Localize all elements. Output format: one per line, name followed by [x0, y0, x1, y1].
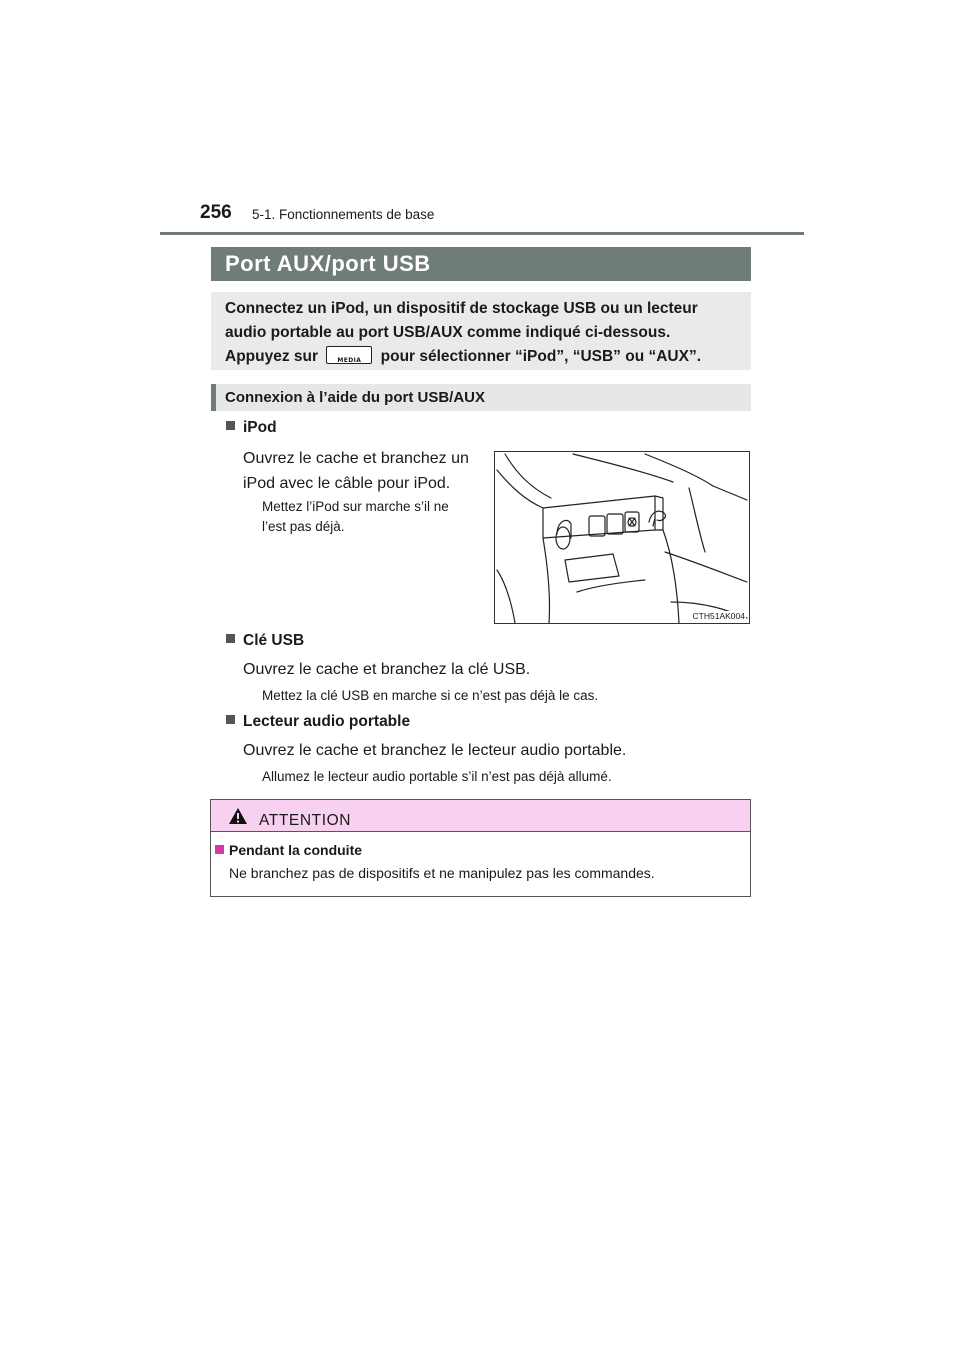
item-text-usb: Ouvrez le cache et branchez la clé USB.	[243, 661, 531, 678]
item-heading-usb-text: Clé USB	[243, 632, 305, 649]
intro-line-3-pre: Appuyez sur	[225, 348, 319, 365]
item-heading-ipod	[226, 419, 277, 437]
header-rule	[160, 232, 804, 235]
section-path: 5-1. Fonctionnements de base	[252, 207, 435, 222]
magenta-square-bullet-icon	[215, 845, 224, 854]
item-text-ipod	[243, 446, 469, 496]
figure-code: CTH51AK004	[692, 611, 745, 621]
item-note-ipod-line-1: Mettez l’iPod sur marche s’il ne	[262, 499, 449, 514]
warning-label	[215, 842, 362, 858]
page-number: 256	[200, 202, 232, 223]
square-bullet-icon	[226, 634, 235, 643]
subsection-heading-text: Connexion à l’aide du port USB/AUX	[225, 389, 486, 406]
item-note-usb: Mettez la clé USB en marche si ce n’est pas déjà le cas.	[262, 688, 599, 703]
media-key-label: MEDIA	[337, 357, 362, 364]
warning-title: ATTENTION	[259, 811, 352, 829]
warning-text: Ne branchez pas de dispositifs et ne manipulez pas les commandes.	[229, 865, 655, 881]
intro-line-1: Connectez un iPod, un dispositif de stockage USB ou un lecteur	[225, 300, 698, 317]
item-heading-audio	[226, 713, 410, 731]
intro-line-3-post: pour sélectionner “iPod”, “USB” ou “AUX”.	[380, 348, 702, 365]
item-text-ipod-line-1: Ouvrez le cache et branchez un	[243, 450, 469, 467]
intro-line-3	[225, 345, 740, 369]
warning-box	[210, 799, 751, 897]
warning-label-text: Pendant la conduite	[229, 842, 363, 858]
item-note-ipod-line-2: l’est pas déjà.	[262, 519, 345, 534]
page-title	[211, 247, 751, 281]
intro-box	[211, 292, 751, 370]
square-bullet-icon	[226, 715, 235, 724]
warning-header	[211, 800, 750, 832]
item-heading-usb	[226, 632, 304, 650]
item-text-audio: Ouvrez le cache et branchez le lecteur audio portable.	[243, 742, 627, 759]
item-note-ipod	[262, 497, 449, 537]
square-bullet-icon	[226, 421, 235, 430]
page-title-text: Port AUX/port USB	[225, 251, 431, 276]
item-heading-audio-text: Lecteur audio portable	[243, 713, 411, 730]
item-note-audio: Allumez le lecteur audio portable s’il n’est pas déjà allumé.	[262, 769, 612, 784]
intro-line-2: audio portable au port USB/AUX comme indiqué ci-dessous.	[225, 324, 671, 341]
item-heading-ipod-text: iPod	[243, 419, 277, 436]
console-illustration	[494, 451, 750, 624]
warning-triangle-icon	[228, 807, 248, 825]
subsection-heading	[211, 384, 751, 411]
media-key-icon	[326, 346, 372, 364]
item-text-ipod-line-2: iPod avec le câble pour iPod.	[243, 475, 451, 492]
console-drawing	[495, 452, 749, 623]
